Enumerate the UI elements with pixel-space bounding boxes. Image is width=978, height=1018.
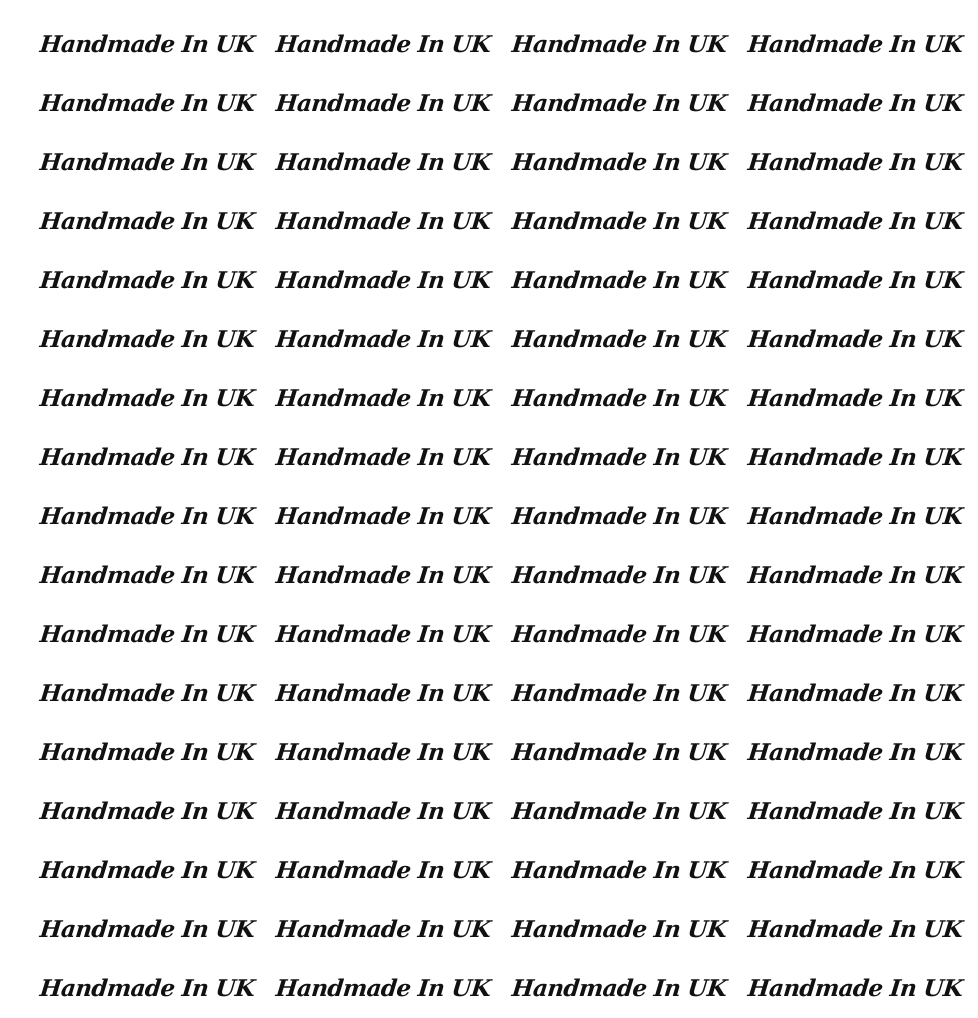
label-text: Handmade In UK <box>38 90 256 117</box>
label-text: Handmade In UK <box>746 739 964 766</box>
label-text: Handmade In UK <box>274 739 492 766</box>
label-text: Handmade In UK <box>274 149 492 176</box>
label-text: Handmade In UK <box>274 562 492 589</box>
label-text: Handmade In UK <box>746 503 964 530</box>
label-text: Handmade In UK <box>38 267 256 294</box>
label-text: Handmade In UK <box>38 385 256 412</box>
label-text: Handmade In UK <box>274 267 492 294</box>
label-text: Handmade In UK <box>746 149 964 176</box>
label-text: Handmade In UK <box>38 621 256 648</box>
label-grid <box>40 15 978 1018</box>
label-text: Handmade In UK <box>38 326 256 353</box>
label-text: Handmade In UK <box>38 149 256 176</box>
label-text: Handmade In UK <box>38 208 256 235</box>
label-text: Handmade In UK <box>274 326 492 353</box>
label-text: Handmade In UK <box>274 208 492 235</box>
label-text: Handmade In UK <box>274 975 492 1002</box>
label-text: Handmade In UK <box>510 916 728 943</box>
label-text: Handmade In UK <box>746 857 964 884</box>
label-text: Handmade In UK <box>274 90 492 117</box>
label-text: Handmade In UK <box>38 562 256 589</box>
label-text: Handmade In UK <box>746 90 964 117</box>
label-text: Handmade In UK <box>746 385 964 412</box>
label-text: Handmade In UK <box>510 503 728 530</box>
label-text: Handmade In UK <box>746 31 964 58</box>
label-text: Handmade In UK <box>510 326 728 353</box>
label-text: Handmade In UK <box>510 621 728 648</box>
label-text: Handmade In UK <box>274 31 492 58</box>
label-text: Handmade In UK <box>38 680 256 707</box>
label-text: Handmade In UK <box>510 975 728 1002</box>
label-text: Handmade In UK <box>510 385 728 412</box>
label-text: Handmade In UK <box>746 621 964 648</box>
label-text: Handmade In UK <box>746 562 964 589</box>
label-text: Handmade In UK <box>510 798 728 825</box>
label-text: Handmade In UK <box>38 798 256 825</box>
label-text: Handmade In UK <box>274 857 492 884</box>
label-text: Handmade In UK <box>274 385 492 412</box>
label-text: Handmade In UK <box>746 444 964 471</box>
label-text: Handmade In UK <box>746 326 964 353</box>
label-text: Handmade In UK <box>746 208 964 235</box>
label-text: Handmade In UK <box>746 975 964 1002</box>
label-text: Handmade In UK <box>510 208 728 235</box>
label-text: Handmade In UK <box>510 149 728 176</box>
label-text: Handmade In UK <box>38 739 256 766</box>
label-text: Handmade In UK <box>38 444 256 471</box>
label-text: Handmade In UK <box>510 739 728 766</box>
label-text: Handmade In UK <box>38 31 256 58</box>
label-text: Handmade In UK <box>274 621 492 648</box>
label-text: Handmade In UK <box>510 680 728 707</box>
label-text: Handmade In UK <box>274 503 492 530</box>
label-text: Handmade In UK <box>38 857 256 884</box>
label-text: Handmade In UK <box>274 680 492 707</box>
label-text: Handmade In UK <box>38 503 256 530</box>
label-text: Handmade In UK <box>510 857 728 884</box>
label-text: Handmade In UK <box>510 562 728 589</box>
label-text: Handmade In UK <box>510 444 728 471</box>
label-text: Handmade In UK <box>274 798 492 825</box>
label-text: Handmade In UK <box>274 444 492 471</box>
label-text: Handmade In UK <box>510 31 728 58</box>
label-text: Handmade In UK <box>510 267 728 294</box>
label-text: Handmade In UK <box>746 267 964 294</box>
label-text: Handmade In UK <box>510 90 728 117</box>
label-text: Handmade In UK <box>746 916 964 943</box>
label-text: Handmade In UK <box>38 975 256 1002</box>
label-text: Handmade In UK <box>746 680 964 707</box>
label-text: Handmade In UK <box>274 916 492 943</box>
label-text: Handmade In UK <box>38 916 256 943</box>
label-text: Handmade In UK <box>746 798 964 825</box>
